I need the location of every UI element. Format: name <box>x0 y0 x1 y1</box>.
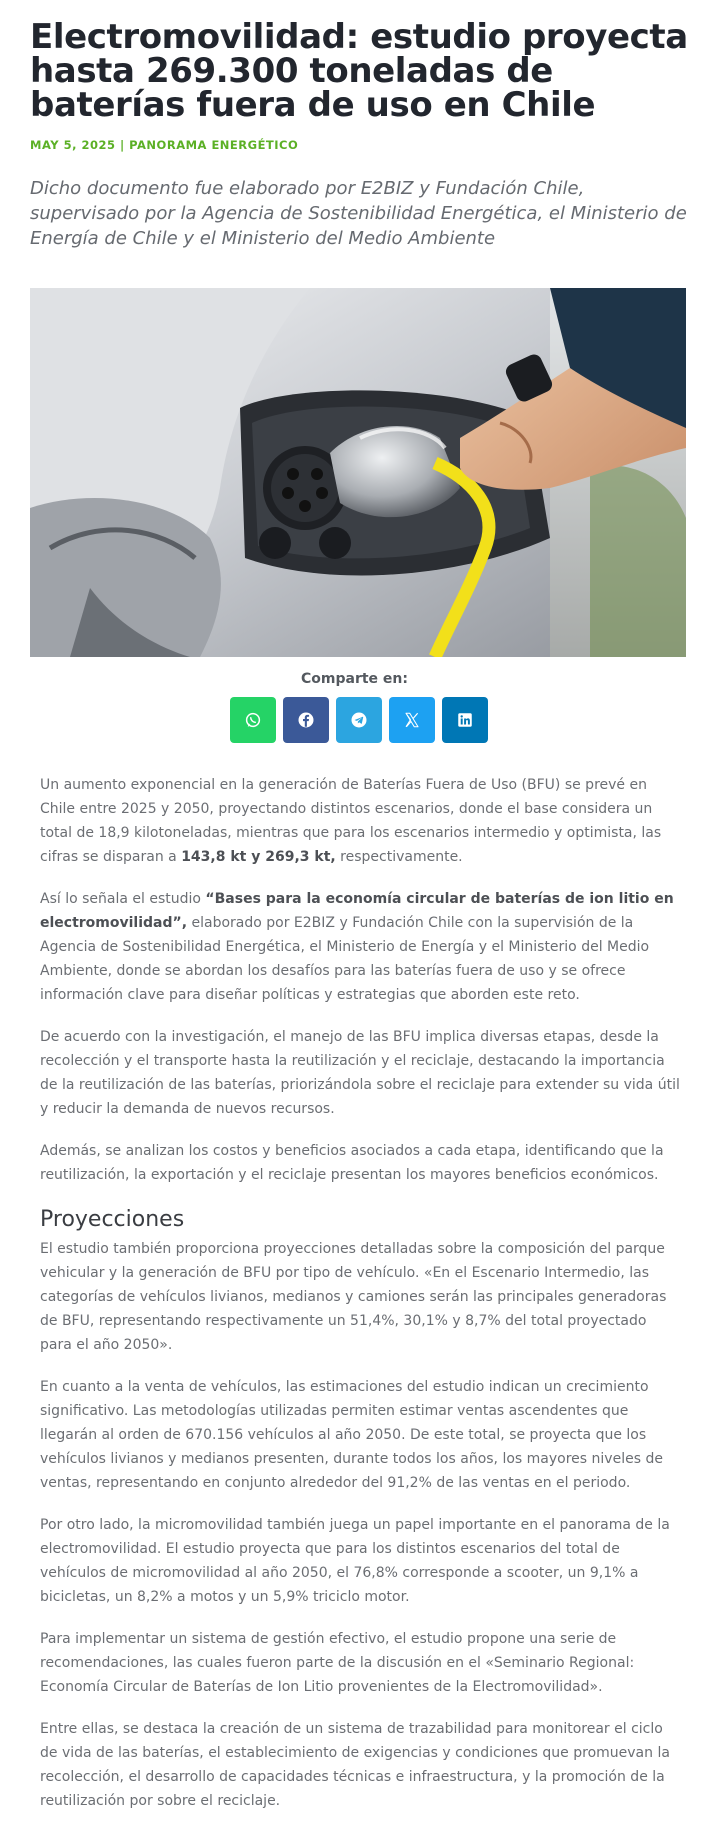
paragraph-6: En cuanto a la venta de vehículos, las estimaciones del estudio indican un crecimiento significativo. Las metodologías utilizadas permiten estimar ventas ascendentes que llegarán al orden de 670.156 vehículos al año 2050. De este total, se proyecta que los vehículos livianos y medianos presenten, durante todos los años, los mayores niveles de ventas, representando en conjunto alrededor del 91,2% de las ventas en el periodo. <box>40 1379 663 1491</box>
paragraph-9: Entre ellas, se destaca la creación de un sistema de trazabilidad para monitorear el ciclo de vida de las baterías, el establecimiento de exigencias y condiciones que promuevan la recolección, el desarrollo de capacidades técnicas e infraestructura, y la promoción de la reutilización por sobre el reciclaje. <box>40 1721 670 1809</box>
article-body <box>40 773 682 1831</box>
share-title: Comparte en: <box>301 671 408 687</box>
paragraph-1: Un aumento exponencial en la generación de Baterías Fuera de Uso (BFU) se prevé en Chile entre 2025 y 2050, proyectando distintos escenarios, donde el base considera un total de 18,9 kilotoneladas, mientras que para los escenarios intermedio y optimista, las cifras se disparan a 143,8 kt y 269,3 kt, respectivamente. <box>40 777 662 865</box>
whatsapp-share-button[interactable] <box>230 697 276 743</box>
paragraph-8: Para implementar un sistema de gestión efectivo, el estudio propone una serie de recomendaciones, las cuales fueron parte de la discusión en el «Seminario Regional: Economía Circular de Baterías de Ion Litio provenientes de la Electromovilidad». <box>40 1631 635 1695</box>
linkedin-share-button[interactable] <box>442 697 488 743</box>
x-icon <box>403 711 421 729</box>
whatsapp-icon <box>244 711 262 729</box>
paragraph-7: Por otro lado, la micromovilidad también juega un papel importante en el panorama de la electromovilidad. El estudio proyecta que para los distintos escenarios del total de vehículos de micromovilidad al año 2050, el 76,8% corresponde a scooter, un 9,1% a bicicletas, un 8,2% a motos y un 5,9% triciclo motor. <box>40 1517 670 1605</box>
facebook-share-button[interactable] <box>283 697 329 743</box>
paragraph-3: De acuerdo con la investigación, el manejo de las BFU implica diversas etapas, desde la recolección y el transporte hasta la reutilización y el reciclaje, destacando la importancia de la reutilización de las baterías, priorizándola sobre el reciclaje para extender su vida útil y reducir la demanda de nuevos recursos. <box>40 1029 680 1117</box>
section-heading: Proyecciones <box>40 1207 185 1232</box>
article-meta: MAY 5, 2025 | PANORAMA ENERGÉTICO <box>30 138 299 152</box>
telegram-share-button[interactable] <box>336 697 382 743</box>
ev-charging-photo <box>30 288 686 657</box>
paragraph-4: Además, se analizan los costos y beneficios asociados a cada etapa, identificando que la reutilización, la exportación y el reciclaje presentan los mayores beneficios económicos. <box>40 1143 664 1183</box>
paragraph-5: El estudio también proporciona proyecciones detalladas sobre la composición del parque vehicular y la generación de BFU por tipo de vehículo. «En el Escenario Intermedio, las categorías de vehículos livianos, medianos y camiones serán las principales generadoras de BFU, representando respectivamente un 51,4%, 30,1% y 8,7% del total proyectado para el año 2050». <box>40 1241 667 1353</box>
telegram-icon <box>350 711 368 729</box>
paragraph-2: Así lo señala el estudio “Bases para la economía circular de baterías de ion litio en electromovilidad”, elaborado por E2BIZ y Fundación Chile con la supervisión de la Agencia de Sostenibilidad Energética, el Ministerio de Energía y el Ministerio del Medio Ambiente, donde se abordan los desafíos para las baterías fuera de uso y se ofrece información clave para diseñar políticas y estrategias que aborden este reto. <box>40 891 674 1003</box>
facebook-icon <box>297 711 315 729</box>
x-share-button[interactable] <box>389 697 435 743</box>
linkedin-icon <box>456 711 474 729</box>
article-subtitle: Dicho documento fue elaborado por E2BIZ y Fundación Chile, supervisado por la Agencia de Sostenibilidad Energética, el Ministerio de Energía de Chile y el Ministerio del Medio Ambiente <box>30 178 687 249</box>
article-title: Electromovilidad: estudio proyecta hasta 269.300 toneladas de baterías fuera de uso en Chile <box>30 17 688 125</box>
